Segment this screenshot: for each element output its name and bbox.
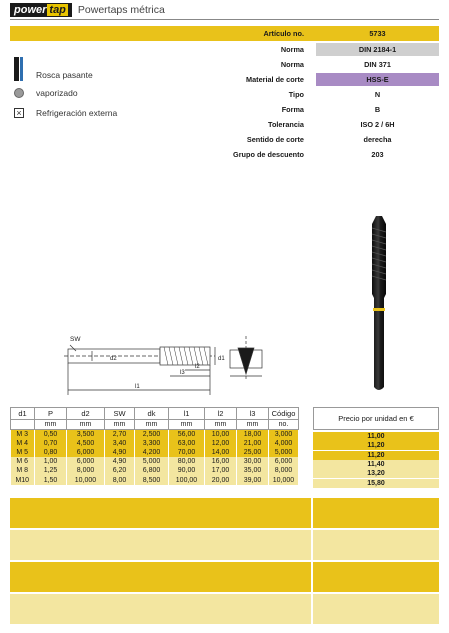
- d1-label: d1: [218, 356, 225, 362]
- spec-value: derecha: [363, 135, 392, 144]
- table-cell: 3,40: [105, 439, 135, 448]
- tap-product-image: [354, 212, 404, 397]
- table-cell: 20,00: [205, 475, 237, 484]
- table-cell: 100,00: [169, 475, 205, 484]
- l2-label: l2: [195, 364, 200, 370]
- table-row: [11, 439, 299, 448]
- properties-list: [12, 55, 117, 123]
- table-cell: 14,00: [205, 448, 237, 457]
- table-cell: 5,000: [269, 448, 299, 457]
- table-cell: M10: [11, 475, 35, 484]
- spec-value: N: [374, 90, 381, 99]
- price-cell: 11,00: [313, 432, 439, 441]
- cooling-icon: ×: [12, 106, 26, 120]
- table-cell: 8,00: [105, 475, 135, 484]
- table-cell: 2,70: [105, 430, 135, 439]
- spec-label: Norma: [280, 60, 304, 69]
- table-cell: M 5: [11, 448, 35, 457]
- spec-label: Sentido de corte: [246, 135, 304, 144]
- column-header: l2: [205, 408, 237, 420]
- table-cell: 8,000: [269, 466, 299, 475]
- technical-drawing: [30, 330, 270, 405]
- table-cell: M 8: [11, 466, 35, 475]
- column-header: d2: [67, 408, 105, 420]
- column-header: P: [35, 408, 67, 420]
- table-cell: 90,00: [169, 466, 205, 475]
- table-row: [11, 475, 299, 484]
- table-cell: 1,50: [35, 475, 67, 484]
- table-cell: 6,800: [135, 466, 169, 475]
- table-cell: 80,00: [169, 457, 205, 466]
- d2-label: d2: [110, 356, 117, 362]
- unit-cell: mm: [237, 420, 269, 430]
- table-cell: 0,70: [35, 439, 67, 448]
- column-header: l1: [169, 408, 205, 420]
- table-cell: 1,25: [35, 466, 67, 475]
- table-cell: 63,00: [169, 439, 205, 448]
- unit-cell: [11, 420, 35, 430]
- table-cell: M 3: [11, 430, 35, 439]
- table-cell: 1,00: [35, 457, 67, 466]
- spec-label: Material de corte: [246, 75, 304, 84]
- spec-label: Norma: [280, 45, 304, 54]
- table-cell: 16,00: [205, 457, 237, 466]
- table-cell: 35,00: [237, 466, 269, 475]
- spec-value: 5733: [316, 26, 439, 41]
- table-cell: 4,90: [105, 448, 135, 457]
- logo-accent: tap: [49, 4, 66, 16]
- table-cell: 18,00: [237, 430, 269, 439]
- spec-value: ISO 2 / 6H: [360, 120, 395, 129]
- price-cell: 11,20: [313, 451, 439, 460]
- table-units-row: [11, 420, 299, 430]
- sw-label: SW: [70, 336, 81, 343]
- spec-label: Forma: [281, 105, 304, 114]
- spec-value: DIN 2184-1: [316, 43, 439, 56]
- through-hole-icon: [12, 62, 26, 76]
- spec-value: B: [374, 105, 381, 114]
- spec-label: Tolerancia: [268, 120, 304, 129]
- table-row: [11, 430, 299, 439]
- table-cell: 10,00: [205, 430, 237, 439]
- column-header: d1: [11, 408, 35, 420]
- spec-value: 203: [371, 150, 384, 159]
- table-cell: 21,00: [237, 439, 269, 448]
- table-cell: 56,00: [169, 430, 205, 439]
- unit-cell: mm: [135, 420, 169, 430]
- property-coating: [12, 83, 117, 103]
- table-cell: 0,80: [35, 448, 67, 457]
- table-cell: 8,000: [67, 466, 105, 475]
- unit-cell: no.: [269, 420, 299, 430]
- table-cell: 6,000: [67, 457, 105, 466]
- unit-cell: mm: [105, 420, 135, 430]
- price-cell: 15,80: [313, 479, 439, 488]
- table-row: [11, 448, 299, 457]
- table-cell: 17,00: [205, 466, 237, 475]
- spec-value: HSS-E: [316, 73, 439, 86]
- column-header: l3: [237, 408, 269, 420]
- column-header: SW: [105, 408, 135, 420]
- header-divider: [10, 19, 439, 20]
- property-through: [12, 55, 117, 83]
- unit-cell: mm: [35, 420, 67, 430]
- table-cell: 25,00: [237, 448, 269, 457]
- l1-label: l1: [135, 384, 140, 390]
- table-cell: 3,500: [67, 430, 105, 439]
- dimension-table: [10, 407, 299, 485]
- table-cell: 6,20: [105, 466, 135, 475]
- spec-label: Artículo no.: [263, 29, 304, 38]
- logo-text: power: [14, 4, 47, 16]
- table-cell: 8,500: [135, 475, 169, 484]
- property-label: Rosca pasante: [36, 70, 93, 80]
- price-cell: 11,20: [313, 441, 439, 450]
- page-title: Powertaps métrica: [77, 4, 165, 16]
- table-cell: 10,000: [269, 475, 299, 484]
- table-cell: 12,00: [205, 439, 237, 448]
- table-cell: 3,000: [269, 430, 299, 439]
- unit-cell: mm: [205, 420, 237, 430]
- column-header: dk: [135, 408, 169, 420]
- table-cell: 30,00: [237, 457, 269, 466]
- coating-icon: [12, 86, 26, 100]
- spec-label: Grupo de descuento: [233, 150, 304, 159]
- table-cell: 70,00: [169, 448, 205, 457]
- spec-row: [10, 26, 439, 41]
- price-header: Precio por unidad en €: [313, 407, 439, 430]
- page-header: [10, 3, 165, 17]
- table-cell: M 4: [11, 439, 35, 448]
- l3-label: l3: [180, 370, 185, 376]
- table-cell: M 6: [11, 457, 35, 466]
- unit-cell: mm: [169, 420, 205, 430]
- unit-cell: mm: [67, 420, 105, 430]
- price-cell: 13,20: [313, 469, 439, 478]
- table-row: [11, 466, 299, 475]
- table-cell: 5,000: [135, 457, 169, 466]
- column-header: Código: [269, 408, 299, 420]
- property-label: vaporizado: [36, 88, 78, 98]
- table-cell: 39,00: [237, 475, 269, 484]
- price-cell: 11,40: [313, 460, 439, 469]
- table-cell: 0,50: [35, 430, 67, 439]
- table-row: [11, 457, 299, 466]
- table-cell: 3,300: [135, 439, 169, 448]
- table-cell: 4,200: [135, 448, 169, 457]
- spec-label: Tipo: [288, 90, 304, 99]
- brand-logo: [10, 3, 72, 17]
- spec-value: DIN 371: [364, 60, 391, 69]
- table-cell: 6,000: [269, 457, 299, 466]
- spec-row: [10, 148, 439, 161]
- table-cell: 4,000: [269, 439, 299, 448]
- table-header-row: [11, 408, 299, 420]
- table-cell: 6,000: [67, 448, 105, 457]
- property-label: Refrigeración externa: [36, 108, 118, 118]
- table-cell: 4,90: [105, 457, 135, 466]
- table-cell: 10,000: [67, 475, 105, 484]
- table-cell: 2,500: [135, 430, 169, 439]
- table-cell: 4,500: [67, 439, 105, 448]
- property-cooling: [12, 103, 117, 123]
- spec-row: [10, 133, 439, 146]
